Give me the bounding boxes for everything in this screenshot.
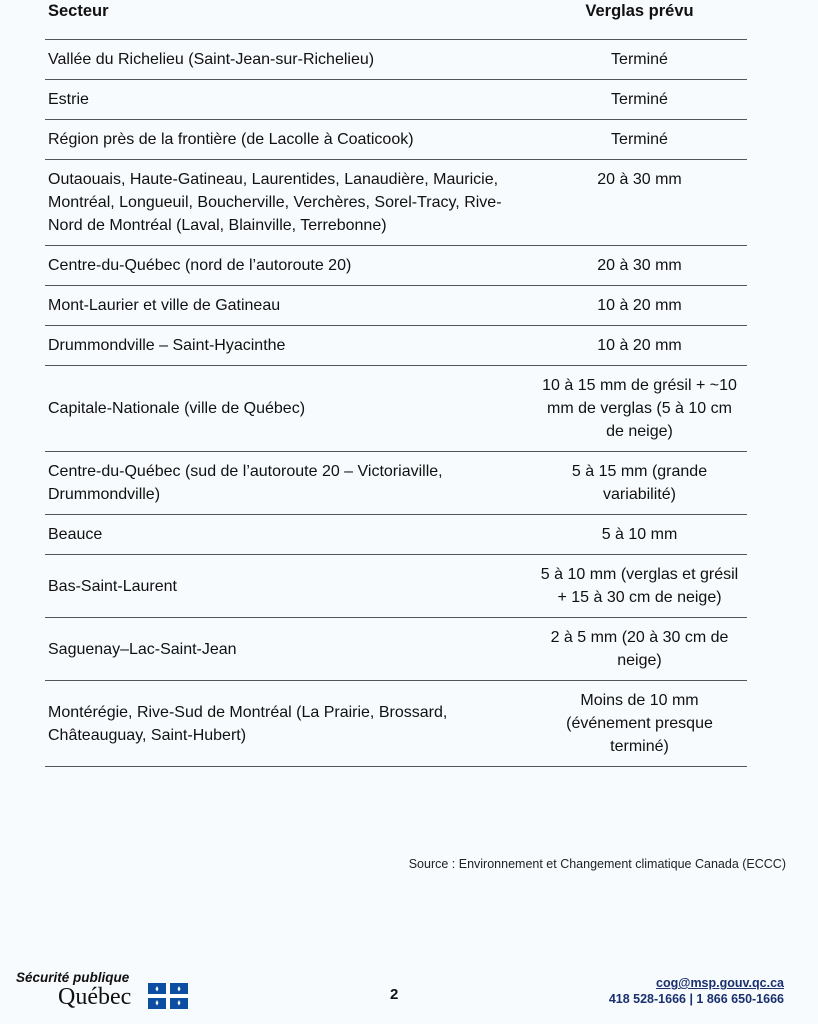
ice-cell: 2 à 5 mm (20 à 30 cm de neige) [533,618,747,681]
table-header-row [45,0,747,40]
table-row [45,120,747,160]
sector-cell: Mont-Laurier et ville de Gatineau [45,286,533,326]
header-ice: Verglas prévu [533,0,747,40]
table-row [45,40,747,80]
ice-cell: 10 à 15 mm de grésil + ~10 mm de verglas (5 à 10 cm de neige) [533,366,747,452]
table-row [45,80,747,120]
sector-cell: Centre-du-Québec (sud de l’autoroute 20 – Victoriaville, Drummondville) [45,452,533,515]
source-note: Source : Environnement et Changement climatique Canada (ECCC) [408,857,786,871]
logo-line2: Québec [58,984,132,1010]
sector-cell: Bas-Saint-Laurent [45,555,533,618]
sector-cell: Saguenay–Lac-Saint-Jean [45,618,533,681]
sector-cell: Beauce [45,515,533,555]
logo-line1: Sécurité publique [16,970,130,985]
ice-cell: Terminé [533,40,747,80]
sector-cell: Montérégie, Rive-Sud de Montréal (La Prairie, Brossard, Châteauguay, Saint-Hubert) [45,681,533,767]
ice-cell: 20 à 30 mm [533,246,747,286]
ice-forecast-table [45,0,747,767]
ice-cell: Terminé [533,120,747,160]
table-row [45,452,747,515]
sector-cell: Drummondville – Saint-Hyacinthe [45,326,533,366]
table-row [45,515,747,555]
ice-cell: 10 à 20 mm [533,286,747,326]
sector-cell: Outaouais, Haute-Gatineau, Laurentides, Lanaudière, Mauricie, Montréal, Longueuil, Boucherville, Verchères, Sorel-Tracy, Rive-Nord de Montréal (Laval, Blainville, Terrebonne) [45,160,533,246]
sector-cell: Vallée du Richelieu (Saint-Jean-sur-Richelieu) [45,40,533,80]
ice-cell: 5 à 15 mm (grande variabilité) [533,452,747,515]
ice-cell: 20 à 30 mm [533,160,747,246]
table-row [45,681,747,767]
table-row [45,555,747,618]
sector-cell: Région près de la frontière (de Lacolle à Coaticook) [45,120,533,160]
contact-email-link[interactable]: cog@msp.gouv.qc.ca [656,976,784,990]
ice-cell: Terminé [533,80,747,120]
quebec-flag-icon [148,983,188,1009]
table-row [45,366,747,452]
quebec-logo [16,970,196,1015]
sector-cell: Capitale-Nationale (ville de Québec) [45,366,533,452]
header-sector: Secteur [45,0,533,40]
sector-cell: Estrie [45,80,533,120]
table-row [45,246,747,286]
table-row [45,286,747,326]
sector-cell: Centre-du-Québec (nord de l’autoroute 20) [45,246,533,286]
table-row [45,618,747,681]
ice-cell: 5 à 10 mm (verglas et grésil + 15 à 30 cm de neige) [533,555,747,618]
table-row [45,160,747,246]
contact-block [609,975,784,1007]
page-number: 2 [390,986,399,1003]
ice-cell: 10 à 20 mm [533,326,747,366]
contact-phone: 418 528-1666 | 1 866 650-1666 [608,992,784,1006]
table-row [45,326,747,366]
ice-cell: 5 à 10 mm [533,515,747,555]
ice-cell: Moins de 10 mm (événement presque terminé) [533,681,747,767]
